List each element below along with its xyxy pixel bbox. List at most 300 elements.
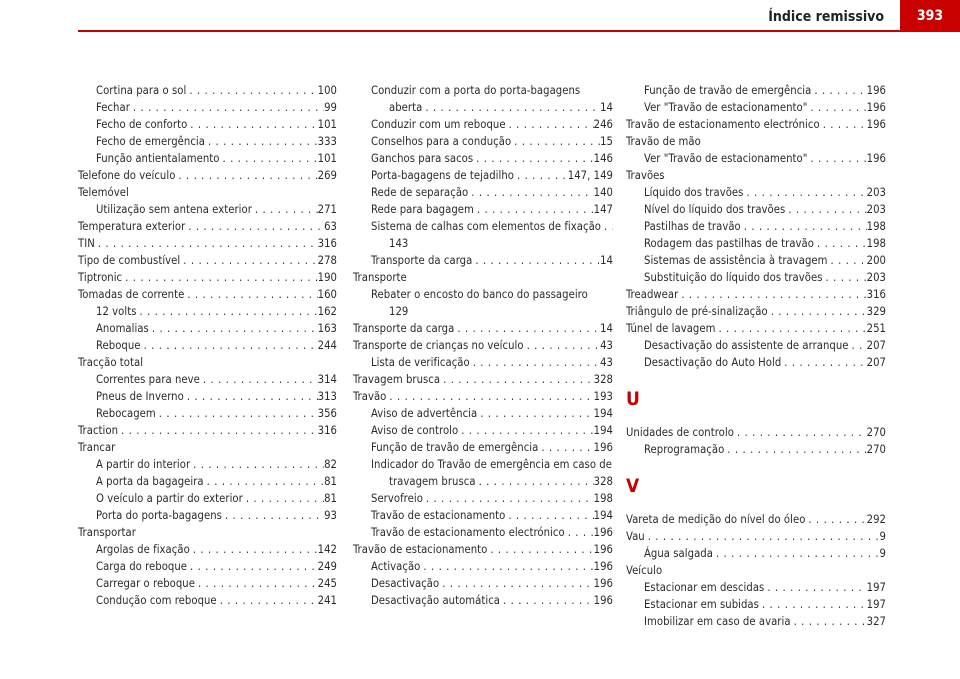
dot-leader [423,490,594,507]
dot-leader [511,133,600,150]
entry-text: Função antientalamento [96,152,220,165]
index-entry [353,269,613,286]
entry-text: Substituição do líquido dos travões [644,271,823,284]
page-reference[interactable]: 194 [593,509,613,522]
entry-text: Desactivação do Auto Hold [644,356,782,369]
page-reference[interactable]: 196 [593,594,613,607]
dot-leader [137,303,318,320]
entry-text: Ver "Travão de estacionamento" [644,101,808,114]
dot-leader [422,99,600,116]
entry-text: Água salgada [644,547,713,560]
index-subentry [78,575,337,592]
page-reference[interactable]: 244 [317,339,337,352]
page-reference[interactable]: 196 [866,101,886,114]
index-subentry [78,99,337,116]
page-reference[interactable]: 329 [866,305,886,318]
page-reference[interactable]: 196 [593,526,613,539]
page-reference[interactable]: 328 [593,475,613,488]
page-reference[interactable]: 101 [317,152,337,165]
dot-leader [764,579,866,596]
entry-text: Anomalias [96,322,149,335]
page-reference[interactable]: 278 [317,254,337,267]
index-subentry [353,218,613,235]
dot-leader [565,524,594,541]
dot-leader [768,303,867,320]
page-title: Índice remissivo [768,9,884,25]
dot-leader [514,167,568,184]
dot-leader [741,218,867,235]
dot-leader [472,252,600,269]
entry-text: Travão de estacionamento [371,509,506,522]
dot-leader [122,269,318,286]
dot-leader [130,99,324,116]
dot-leader [524,337,601,354]
page-reference[interactable]: 316 [866,288,886,301]
entry-text: Utilização sem antena exterior [96,203,252,216]
page-reference[interactable]: 241 [317,594,337,607]
dot-leader [420,558,593,575]
page-reference[interactable]: 9 [879,547,886,560]
entry-text: Indicador do Travão de emergência em caso de [371,458,612,471]
entry-text: A partir do interior [96,458,191,471]
index-entry [626,424,886,441]
index-subentry [78,82,337,99]
entry-text: Treadwear [626,288,679,301]
entry-text: Travão de mão [626,135,701,148]
entry-text: Vareta de medição do nível do óleo [626,513,806,526]
index-subentry [626,150,886,167]
index-entry [353,337,613,354]
index-column-3 [626,82,886,630]
entry-text: Transporte de crianças no veículo [353,339,524,352]
dot-leader [538,439,593,456]
entry-text: Cortina para o sol [96,84,187,97]
page-reference[interactable]: 196 [866,84,886,97]
dot-leader [678,286,866,303]
entry-text: Sistema de calhas com elementos de fixação [371,220,602,233]
page-reference[interactable]: 99 [324,101,337,114]
entry-text: Conselhos para a condução [371,135,512,148]
index-subentry [626,545,886,562]
dot-leader [505,507,593,524]
dot-leader [439,575,593,592]
dot-leader [601,218,613,235]
page-reference[interactable]: 245 [317,577,337,590]
page-reference[interactable]: 196 [866,118,886,131]
index-subentry [626,218,886,235]
entry-text: Transportar [78,526,136,539]
dot-leader [185,218,324,235]
index-subentry [353,286,613,303]
page-reference[interactable]: 14 [600,101,613,114]
entry-text: Travão de estacionamento electrónico [371,526,565,539]
dot-leader [200,371,318,388]
page-reference[interactable]: 43 [600,339,613,352]
index-entry [78,439,337,456]
entry-text: Estacionar em descidas [644,581,765,594]
index-subentry [353,575,613,592]
page-reference[interactable]: 196 [593,441,613,454]
dot-leader [823,269,867,286]
index-subentry [626,269,886,286]
dot-leader [458,422,593,439]
section-letter: U [626,388,640,410]
dot-leader [487,541,593,558]
dot-leader [454,320,600,337]
header-rule [78,30,960,32]
entry-text: Activação [371,560,421,573]
entry-text: Função de travão de emergência [644,84,812,97]
dot-leader [156,405,318,422]
page-reference[interactable]: 271 [317,203,337,216]
page-reference[interactable]: 9 [879,530,886,543]
dot-leader [222,507,324,524]
dot-leader [506,116,594,133]
index-subentry [626,596,886,613]
page-reference[interactable]: 14 [600,322,613,335]
dot-leader [187,116,317,133]
dot-leader [217,592,318,609]
entry-text: Telemóvel [78,186,129,199]
dot-leader [184,286,317,303]
dot-leader [781,354,866,371]
index-subentry [353,354,613,371]
page-reference[interactable]: 316 [317,424,337,437]
entry-text: Nível do líquido dos travões [644,203,786,216]
dot-leader [807,150,866,167]
dot-leader [785,201,866,218]
entry-text: Aviso de advertência [371,407,478,420]
index-entry [353,541,613,558]
index-entry [78,524,337,541]
page-reference[interactable]: 63 [324,220,337,233]
page-reference[interactable]: 270 [866,443,886,456]
page-reference[interactable]: 93 [324,509,337,522]
index-subentry [78,490,337,507]
entry-text: Sistemas de assistência à travagem [644,254,828,267]
entry-text: Porta-bagagens de tejadilho [371,169,514,182]
entry-text: Ganchos para sacos [371,152,474,165]
dot-leader [807,99,866,116]
index-subentry [353,405,613,422]
index-subentry [78,303,337,320]
dot-leader [187,558,318,575]
index-subentry [353,422,613,439]
index-subentry [353,167,613,184]
index-subentry [353,524,613,541]
page-reference[interactable]: 198 [866,237,886,250]
index-subentry [78,337,337,354]
dot-leader [149,320,318,337]
page-reference[interactable]: 197 [866,598,886,611]
dot-leader [814,235,867,252]
dot-leader [95,235,318,252]
entry-text: Veículo [626,564,663,577]
page-reference[interactable]: 328 [593,373,613,386]
entry-text: Desactivação automática [371,594,501,607]
page-reference[interactable]: 101 [317,118,337,131]
page-number-badge: 393 [900,0,960,30]
index-entry [78,354,337,371]
index-entry [353,388,613,405]
page-reference[interactable]: 194 [593,424,613,437]
index-subentry [626,82,886,99]
page-reference[interactable]: 194 [593,407,613,420]
entry-text: Triângulo de pré-sinalização [626,305,768,318]
index-entry [626,320,886,337]
dot-leader [849,337,867,354]
index-entry [78,167,337,184]
page-reference[interactable]: 15 [600,135,613,148]
page-reference[interactable]: 356 [317,407,337,420]
entry-text: Rodagem das pastilhas de travão [644,237,814,250]
page-reference[interactable]: 198 [866,220,886,233]
entry-text: Rede de separação [371,186,469,199]
index-column-2 [353,82,613,609]
page-reference[interactable]: 207 [866,356,886,369]
index-entry-continuation [353,235,613,252]
page-reference[interactable]: 327 [866,615,886,628]
entry-text: Líquido dos travões [644,186,744,199]
entry-text: Trancar [78,441,116,454]
dot-leader [118,422,318,439]
entry-text: Lista de verificação [371,356,470,369]
index-subentry [353,456,613,473]
entry-text: Travão [353,390,387,403]
index-entry [78,422,337,439]
entry-text: Transporte da carga [353,322,455,335]
page-reference[interactable]: 203 [866,186,886,199]
dot-leader [440,371,594,388]
index-entry [626,167,886,184]
index-entry [626,511,886,528]
dot-leader [186,82,317,99]
index-subentry [78,592,337,609]
dot-leader [791,613,867,630]
entry-text: Pneus de Inverno [96,390,184,403]
page-reference[interactable]: 316 [317,237,337,250]
entry-text: Argolas de fixação [96,543,190,556]
index-entry [626,133,886,150]
dot-leader [715,320,866,337]
dot-leader [474,201,594,218]
entry-text: aberta [389,101,423,114]
page-reference[interactable]: 196 [593,577,613,590]
dot-leader [470,354,600,371]
index-entry [78,286,337,303]
entry-text: Telefone do veículo [78,169,176,182]
index-subentry [353,150,613,167]
index-subentry [626,184,886,201]
dot-leader [468,184,593,201]
page-reference[interactable]: 162 [317,305,337,318]
index-entry [353,371,613,388]
page-reference[interactable]: 140 [593,186,613,199]
dot-leader [205,133,318,150]
section-letter: V [626,475,640,497]
page-reference[interactable]: 270 [866,426,886,439]
entry-text: Fecho de emergência [96,135,205,148]
index-entry-continuation [353,473,613,490]
page-reference[interactable]: 246 [593,118,613,131]
index-subentry [78,133,337,150]
entry-text: Rede para bagagem [371,203,474,216]
index-subentry [78,507,337,524]
index-subentry [78,541,337,558]
dot-leader [476,473,594,490]
page-reference[interactable]: 147, 149 [567,169,613,182]
entry-text: 143 [389,237,409,250]
page-reference[interactable]: 146 [593,152,613,165]
index-subentry [353,439,613,456]
dot-leader [828,252,867,269]
entry-text: Conduzir com um reboque [371,118,506,131]
dot-leader [473,150,593,167]
page-reference[interactable]: 81 [324,475,337,488]
index-subentry [353,201,613,218]
index-entry [353,320,613,337]
entry-text: Servofreio [371,492,423,505]
page-reference[interactable]: 314 [317,373,337,386]
index-column-1 [78,82,337,609]
page-reference[interactable]: 333 [317,135,337,148]
index-subentry [353,133,613,150]
entry-text: Tomadas de corrente [78,288,185,301]
page-reference[interactable]: 198 [593,492,613,505]
page-reference[interactable]: 196 [593,560,613,573]
page-reference[interactable]: 193 [593,390,613,403]
page-reference[interactable]: 82 [324,458,337,471]
page-reference[interactable]: 207 [866,339,886,352]
entry-text: Travões [626,169,665,182]
entry-text: Reboque [96,339,141,352]
entry-text: Reprogramação [644,443,725,456]
entry-text: TIN [78,237,95,250]
entry-text: Imobilizar em caso de avaria [644,615,791,628]
index-subentry [78,405,337,422]
entry-text: Ver "Travão de estacionamento" [644,152,808,165]
page-reference[interactable]: 160 [317,288,337,301]
dot-leader [220,150,318,167]
page-reference[interactable]: 197 [866,581,886,594]
entry-text: Tiptronic [78,271,123,284]
page-reference[interactable]: 190 [317,271,337,284]
page-reference[interactable]: 313 [317,390,337,403]
entry-text: Túnel de lavagem [626,322,716,335]
entry-text: Transporte [353,271,407,284]
index-subentry [626,441,886,458]
entry-text: Traction [78,424,119,437]
entry-text: Rebocagem [96,407,156,420]
entry-text: Fecho de conforto [96,118,188,131]
page-reference[interactable]: 100 [317,84,337,97]
dot-leader [811,82,866,99]
entry-text: Tipo de combustível [78,254,181,267]
index-subentry [353,116,613,133]
page-reference[interactable]: 43 [600,356,613,369]
index-entry [78,184,337,201]
entry-text: Função de travão de emergência [371,441,539,454]
dot-leader [734,424,867,441]
page-reference[interactable]: 196 [866,152,886,165]
page-reference[interactable]: 200 [866,254,886,267]
index-subentry [626,235,886,252]
entry-text: Unidades de controlo [626,426,734,439]
entry-text: A porta da bagageira [96,475,204,488]
index-subentry [626,201,886,218]
index-entry [78,218,337,235]
index-subentry [353,490,613,507]
page-reference[interactable]: 163 [317,322,337,335]
page-reference[interactable]: 249 [317,560,337,573]
page-reference[interactable]: 81 [324,492,337,505]
page-reference[interactable]: 203 [866,203,886,216]
index-subentry [78,150,337,167]
entry-text: Conduzir com a porta do porta-bagagens [371,84,581,97]
index-subentry [353,592,613,609]
dot-leader [713,545,880,562]
dot-leader [252,201,318,218]
dot-leader [204,473,324,490]
entry-text: Travagem brusca [353,373,441,386]
entry-text: Desactivação do assistente de arranque [644,339,849,352]
index-subentry [626,252,886,269]
page-reference[interactable]: 147 [593,203,613,216]
index-subentry [626,579,886,596]
index-subentry [78,201,337,218]
dot-leader [386,388,593,405]
index-subentry [353,252,613,269]
dot-leader [743,184,866,201]
index-entry-continuation [353,303,613,320]
entry-text: O veículo a partir do exterior [96,492,243,505]
index-subentry [78,320,337,337]
entry-text: Estacionar em subidas [644,598,759,611]
page-reference[interactable]: 269 [317,169,337,182]
index-entry [78,235,337,252]
page-reference[interactable]: 142 [317,543,337,556]
page-reference[interactable]: 14 [600,254,613,267]
index-entry [626,303,886,320]
index-entry-continuation [353,99,613,116]
index-entry [78,252,337,269]
page-reference[interactable]: 251 [866,322,886,335]
entry-text: Tracção total [78,356,144,369]
page-reference[interactable]: 196 [593,543,613,556]
entry-text: Travão de estacionamento [353,543,488,556]
entry-text: Carregar o reboque [96,577,195,590]
dot-leader [477,405,593,422]
entry-text: Vau [626,530,645,543]
dot-leader [180,252,317,269]
dot-leader [243,490,324,507]
entry-text: Temperatura exterior [78,220,186,233]
dot-leader [724,441,866,458]
index-subentry [353,558,613,575]
page-header [0,0,960,36]
page-reference[interactable]: 203 [866,271,886,284]
index-subentry [78,388,337,405]
dot-leader [190,456,324,473]
dot-leader [820,116,867,133]
page-reference[interactable]: 292 [866,513,886,526]
index-entry [626,286,886,303]
index-subentry [626,99,886,116]
index-subentry [626,354,886,371]
entry-text: Porta do porta-bagagens [96,509,222,522]
entry-text: Carga do reboque [96,560,188,573]
index-subentry [353,184,613,201]
